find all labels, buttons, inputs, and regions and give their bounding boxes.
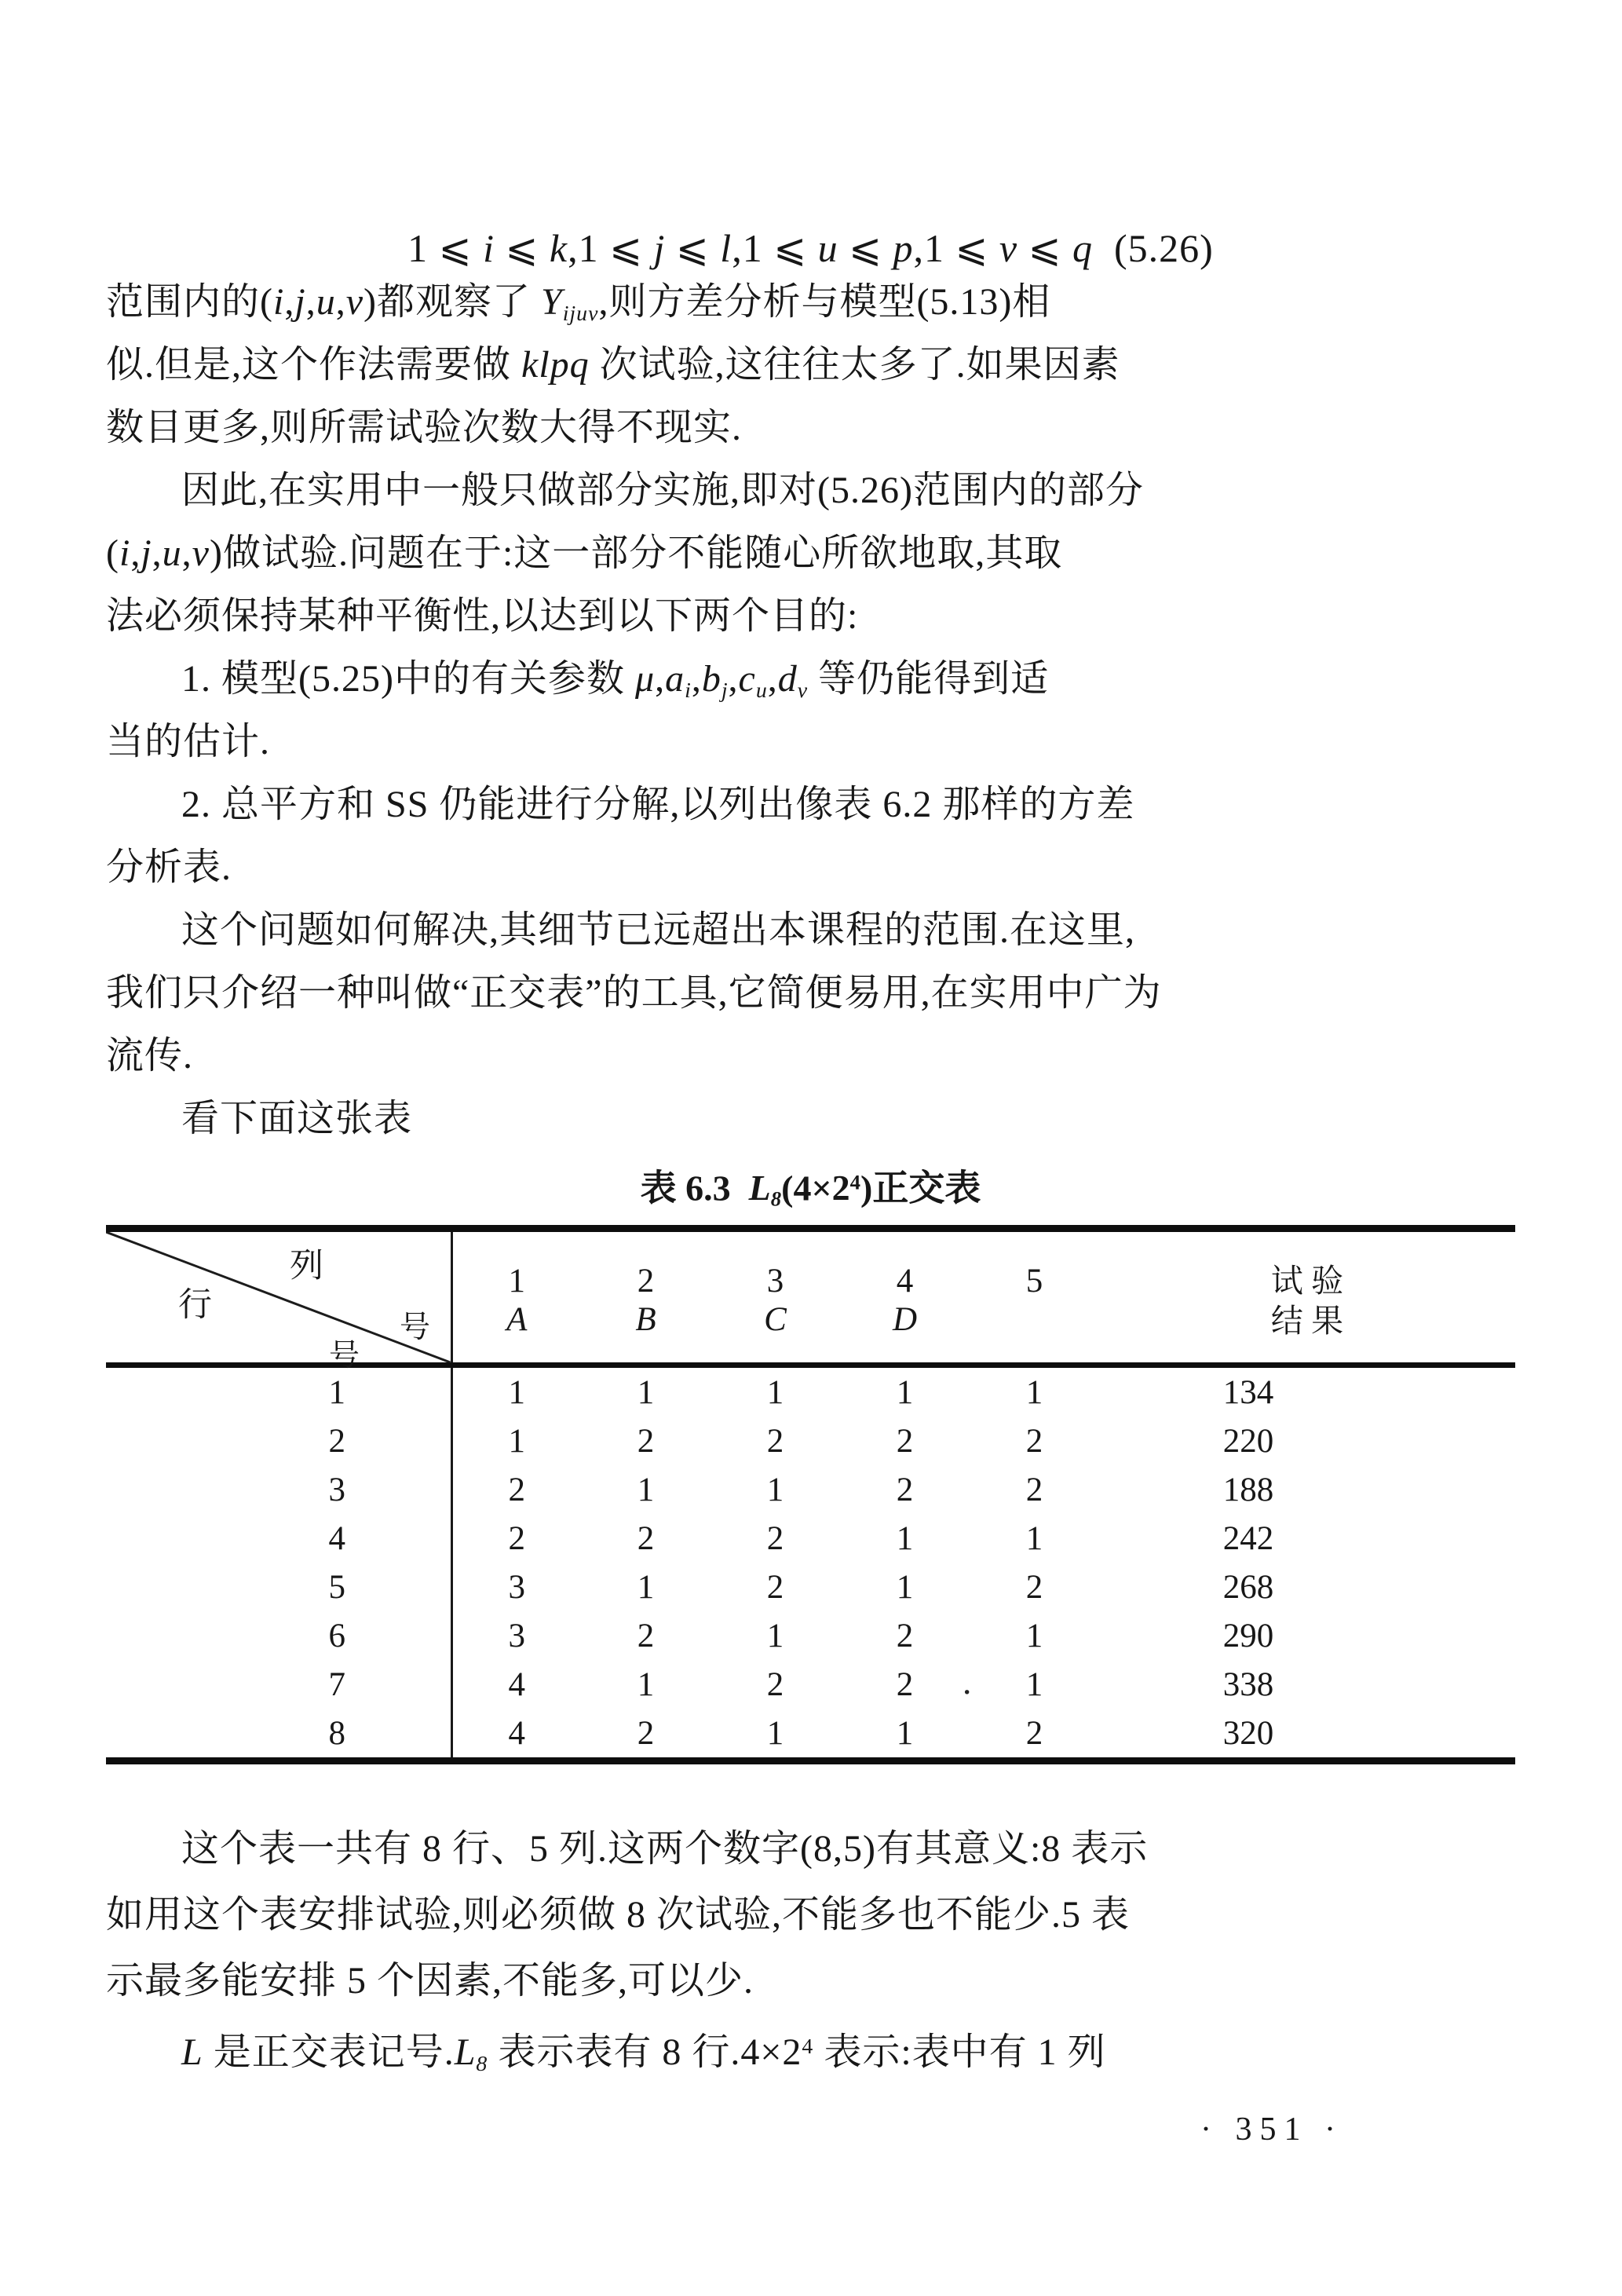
corner-row-label: 行: [178, 1287, 212, 1324]
text-line: 这个表一共有 8 行、5 列.这两个数字(8,5)有其意义:8 表示: [181, 1828, 1149, 1870]
corner-row-hao-label: 号: [329, 1339, 360, 1373]
level-cell: 1: [896, 1568, 914, 1606]
level-cell: 1: [637, 1665, 655, 1703]
text-line: 数目更多,则所需试验次数大得不现实.: [106, 407, 743, 448]
text-line: 2. 总平方和 SS 仍能进行分解,以列出像表 6.2 那样的方差: [181, 784, 1135, 825]
level-cell: 2: [508, 1519, 525, 1557]
table-row-8: [106, 1709, 1515, 1761]
level-cell: 1: [1025, 1519, 1043, 1557]
level-cell: 4: [508, 1714, 525, 1752]
column-number: 4: [896, 1263, 914, 1300]
level-cell: 1: [766, 1373, 784, 1411]
diagonal-line: [106, 1232, 451, 1362]
level-cell: 2: [508, 1471, 525, 1508]
corner-col-label: 列: [290, 1248, 323, 1285]
scan-artifact-dot: ·: [961, 1672, 974, 1712]
result-cell: 320: [1222, 1714, 1274, 1752]
table-header-row: [106, 1229, 1515, 1366]
result-cell: 242: [1222, 1519, 1274, 1557]
table-row-7: [106, 1660, 1515, 1709]
level-cell: 2: [766, 1665, 784, 1703]
text-line: (i,j,u,v)做试验.问题在于:这一部分不能随心所欲地取,其取: [106, 532, 1063, 574]
result-cell: 188: [1222, 1471, 1274, 1508]
text-line: 1. 模型(5.25)中的有关参数 $\mu,a_i,b_j,c_u,d_v$ 等仍能得到适: [181, 658, 1050, 703]
table-body: [106, 1366, 1515, 1761]
table-row-5: [106, 1563, 1515, 1611]
level-cell: 2: [766, 1519, 784, 1557]
column-number: 2: [637, 1263, 655, 1300]
level-cell: 1: [896, 1714, 914, 1752]
column-header-5: [970, 1229, 1099, 1366]
text-line: 看下面这张表: [181, 1098, 413, 1139]
level-cell: 2: [896, 1617, 914, 1654]
text-line: L 是正交表记号$.L_8$ 表示表有 8 行$.4\times 2^4$ 表示:表中有 1 列: [181, 2031, 1106, 2076]
text-line: 这个问题如何解决,其细节已远超出本课程的范围.在这里,: [181, 909, 1136, 951]
result-header-line2: 结 果: [1270, 1303, 1344, 1339]
level-cell: 1: [637, 1373, 655, 1411]
factor-letter: C: [764, 1301, 787, 1338]
orthogonal-table: [106, 1225, 1515, 1764]
row-number: 8: [106, 1709, 451, 1761]
level-cell: 1: [508, 1373, 525, 1411]
level-cell: 1: [766, 1714, 784, 1752]
text-line: 法必须保持某种平衡性,以达到以下两个目的:: [106, 595, 859, 637]
row-number: 2: [106, 1417, 451, 1465]
page-number: · 351 ·: [1200, 2111, 1343, 2148]
corner-cell: [106, 1229, 451, 1373]
level-cell: 2: [896, 1665, 914, 1703]
level-cell: 3: [508, 1568, 525, 1606]
level-cell: 1: [637, 1471, 655, 1508]
column-header-4: [840, 1229, 970, 1366]
level-cell: 2: [637, 1519, 655, 1557]
column-header-3: [711, 1229, 840, 1366]
level-cell: 1: [508, 1422, 525, 1460]
column-number: 5: [1025, 1263, 1043, 1300]
level-cell: 2: [1025, 1422, 1043, 1460]
factor-letter: B: [635, 1301, 656, 1338]
row-number: 4: [106, 1514, 451, 1563]
level-cell: 1: [1025, 1373, 1043, 1411]
text-line: 因此,在实用中一般只做部分实施,即对(5.26)范围内的部分: [181, 470, 1144, 511]
table-row-1: [106, 1366, 1515, 1417]
text-line: 当的估计.: [106, 721, 271, 762]
factor-letter: A: [506, 1301, 528, 1338]
text-line: 示最多能安排 5 个因素,不能多,可以少.: [106, 1960, 754, 2002]
table-row-4: [106, 1514, 1515, 1563]
column-number: 1: [508, 1263, 525, 1300]
row-number: 3: [106, 1465, 451, 1514]
text-block: [106, 0, 1515, 2296]
result-header-line1: 试 验: [1270, 1263, 1344, 1299]
row-number: 1: [106, 1366, 451, 1417]
text-line: 如用这个表安排试验,则必须做 8 次试验,不能多也不能少.5 表: [106, 1894, 1131, 1936]
level-cell: 1: [766, 1617, 784, 1654]
level-cell: 2: [766, 1422, 784, 1460]
text-line: 流传.: [106, 1035, 194, 1077]
factor-letter: D: [892, 1301, 918, 1338]
column-header-1: [451, 1229, 581, 1366]
result-cell: 268: [1222, 1568, 1274, 1606]
result-cell: 290: [1222, 1617, 1274, 1654]
result-cell: 220: [1222, 1422, 1274, 1460]
result-cell: 338: [1222, 1665, 1274, 1703]
text-line: 似.但是,这个作法需要做 klpq 次试验,这往往太多了.如果因素: [106, 344, 1120, 386]
level-cell: 1: [896, 1373, 914, 1411]
column-number: 3: [766, 1263, 784, 1300]
level-cell: 1: [1025, 1617, 1043, 1654]
level-cell: 3: [508, 1617, 525, 1654]
text-line: 分析表.: [106, 846, 232, 888]
level-cell: 2: [896, 1422, 914, 1460]
corner-col-hao-label: 号: [400, 1311, 431, 1344]
level-cell: 2: [637, 1617, 655, 1654]
table-row-6: [106, 1611, 1515, 1660]
level-cell: 2: [766, 1568, 784, 1606]
result-column-header: [1099, 1229, 1515, 1366]
level-cell: 2: [1025, 1568, 1043, 1606]
level-cell: 2: [637, 1422, 655, 1460]
level-cell: 2: [896, 1471, 914, 1508]
level-cell: 2: [1025, 1471, 1043, 1508]
row-number: 6: [106, 1611, 451, 1660]
row-number: 7: [106, 1660, 451, 1709]
column-header-2: [581, 1229, 711, 1366]
text-line: 我们只介绍一种叫做“正交表”的工具,它简便易用,在实用中广为: [106, 972, 1162, 1014]
text-line: 范围内的(i,j,u,v)都观察了 $Y_{ijuv}$,则方差分析与模型(5.13)相: [106, 281, 1051, 326]
level-cell: 4: [508, 1665, 525, 1703]
level-cell: 1: [1025, 1665, 1043, 1703]
level-cell: 2: [1025, 1714, 1043, 1752]
level-cell: 1: [896, 1519, 914, 1557]
table-row-3: [106, 1465, 1515, 1514]
paragraphs-below-table: [106, 1816, 1515, 2080]
result-cell: 134: [1222, 1373, 1274, 1411]
table-row-2: [106, 1417, 1515, 1465]
formula-5-26: 1 ⩽ i ⩽ k,1 ⩽ j ⩽ l,1 ⩽ u ⩽ p,1 ⩽ v ⩽ q (5.26): [407, 226, 1214, 270]
level-cell: 1: [637, 1568, 655, 1606]
row-number: 5: [106, 1563, 451, 1611]
paragraphs-above-table: [106, 271, 1515, 1150]
level-cell: 1: [766, 1471, 784, 1508]
level-cell: 2: [637, 1714, 655, 1752]
table-title: 表 6.3 $L_8(4\times 2^4)$正交表: [640, 1168, 981, 1211]
